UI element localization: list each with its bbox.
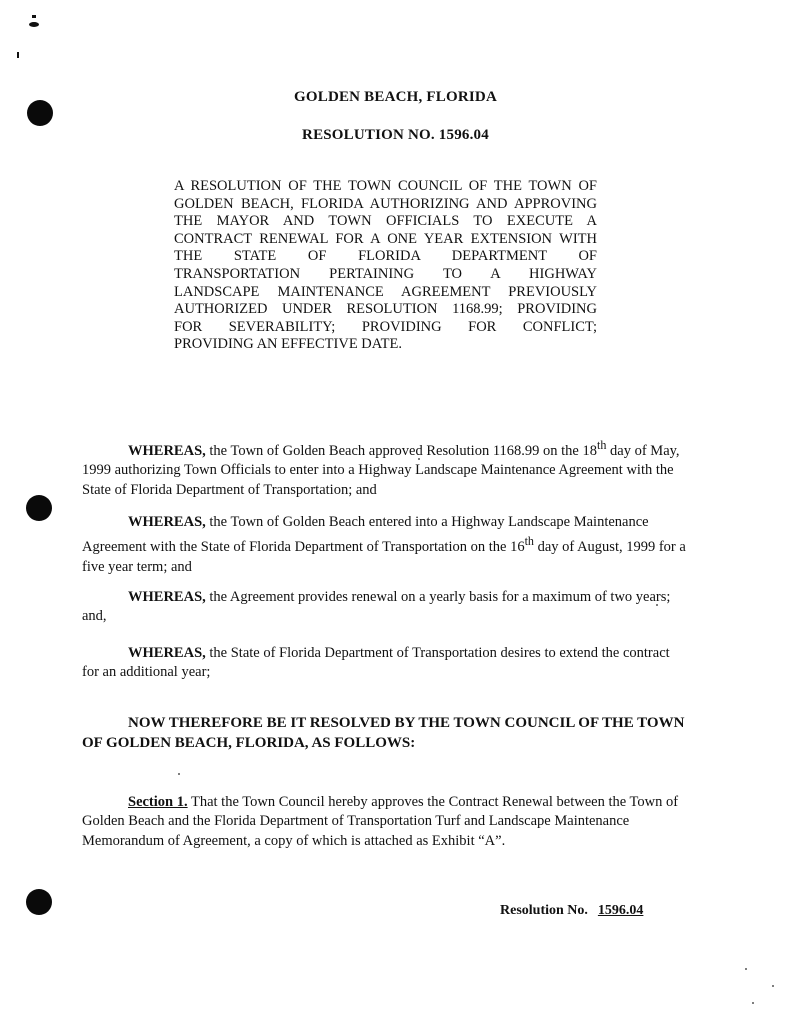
section-text: That the Town Council hereby approves the Contract Renewal between the Town of Golden Beach and the Florida Department of Transportation Turf and Landscape Maintenance Memorandum of Agreement, a copy of which is attached as Exhibit “A”.	[82, 794, 679, 849]
whereas-text: the Town of Golden Beach entered into a Highway Landscape Maintenance Agreement with the State of Florida Department of Transportation on the 16	[82, 514, 649, 556]
summary-line: GOLDEN BEACH, FLORIDA AUTHORIZING AND APPROVING	[174, 195, 597, 212]
summary-line: THE STATE OF FLORIDA DEPARTMENT OF	[174, 248, 597, 265]
summary-line: PROVIDING AN EFFECTIVE DATE.	[174, 336, 402, 353]
footer-number: 1596.04	[597, 903, 644, 918]
whereas-paragraph	[82, 513, 689, 577]
resolution-summary	[174, 178, 597, 354]
summary-line: CONTRACT RENEWAL FOR A ONE YEAR EXTENSION WITH	[174, 230, 597, 247]
section-label: Section 1.	[128, 794, 188, 810]
summary-line: AUTHORIZED UNDER RESOLUTION 1168.99; PROVIDING	[174, 301, 597, 318]
whereas-lead: WHEREAS,	[128, 589, 206, 605]
whereas-text: day of August, 1999 for a five year term; and	[82, 539, 686, 575]
whereas-text: day of May, 1999 authorizing Town Officials to enter into a Highway Landscape Maintenance Agreement with the State of Florida Department of Transportation; and	[82, 442, 680, 498]
section-paragraph	[82, 793, 689, 851]
resolution-title: RESOLUTION NO. 1596.04	[302, 127, 489, 143]
whereas-lead: WHEREAS,	[128, 514, 206, 530]
punch-hole	[26, 495, 52, 521]
resolved-text: NOW THEREFORE BE IT RESOLVED BY THE TOWN COUNCIL OF THE TOWN OF GOLDEN BEACH, FLORIDA, AS FOLLOWS:	[82, 715, 685, 751]
summary-line: THE MAYOR AND TOWN OFFICIALS TO EXECUTE A	[174, 213, 597, 230]
punch-hole	[26, 889, 52, 915]
scan-dot	[178, 773, 180, 775]
summary-line: TRANSPORTATION PERTAINING TO A HIGHWAY	[174, 265, 597, 282]
summary-line: A RESOLUTION OF THE TOWN COUNCIL OF THE TOWN OF	[174, 178, 597, 194]
whereas-paragraph	[82, 644, 689, 683]
ordinal-suffix: th	[597, 438, 607, 452]
whereas-lead: WHEREAS,	[128, 442, 206, 459]
whereas-text: the Town of Golden Beach approved Resolution 1168.99 on the 18	[205, 442, 597, 459]
summary-line: LANDSCAPE MAINTENANCE AGREEMENT PREVIOUSLY	[174, 283, 597, 300]
scan-speck	[29, 22, 39, 27]
scan-dot	[745, 968, 747, 970]
whereas-text: the Agreement provides renewal on a yearly basis for a maximum of two years; and,	[82, 589, 671, 625]
ordinal-suffix: th	[524, 534, 534, 549]
scan-speck	[17, 52, 19, 58]
footer-label: Resolution No.	[500, 903, 588, 918]
whereas-paragraph	[82, 588, 689, 627]
whereas-paragraph	[82, 436, 689, 500]
footer-resolution-number	[500, 903, 655, 919]
scan-dot	[772, 985, 774, 987]
scan-dot	[752, 1002, 754, 1004]
summary-line: FOR SEVERABILITY; PROVIDING FOR CONFLICT;	[174, 318, 597, 335]
whereas-lead: WHEREAS,	[128, 645, 206, 661]
municipality-heading: GOLDEN BEACH, FLORIDA	[294, 89, 497, 105]
resolved-clause	[82, 713, 694, 753]
whereas-text: the State of Florida Department of Transportation desires to extend the contract for an additional year;	[82, 645, 670, 681]
scan-speck	[32, 15, 36, 18]
